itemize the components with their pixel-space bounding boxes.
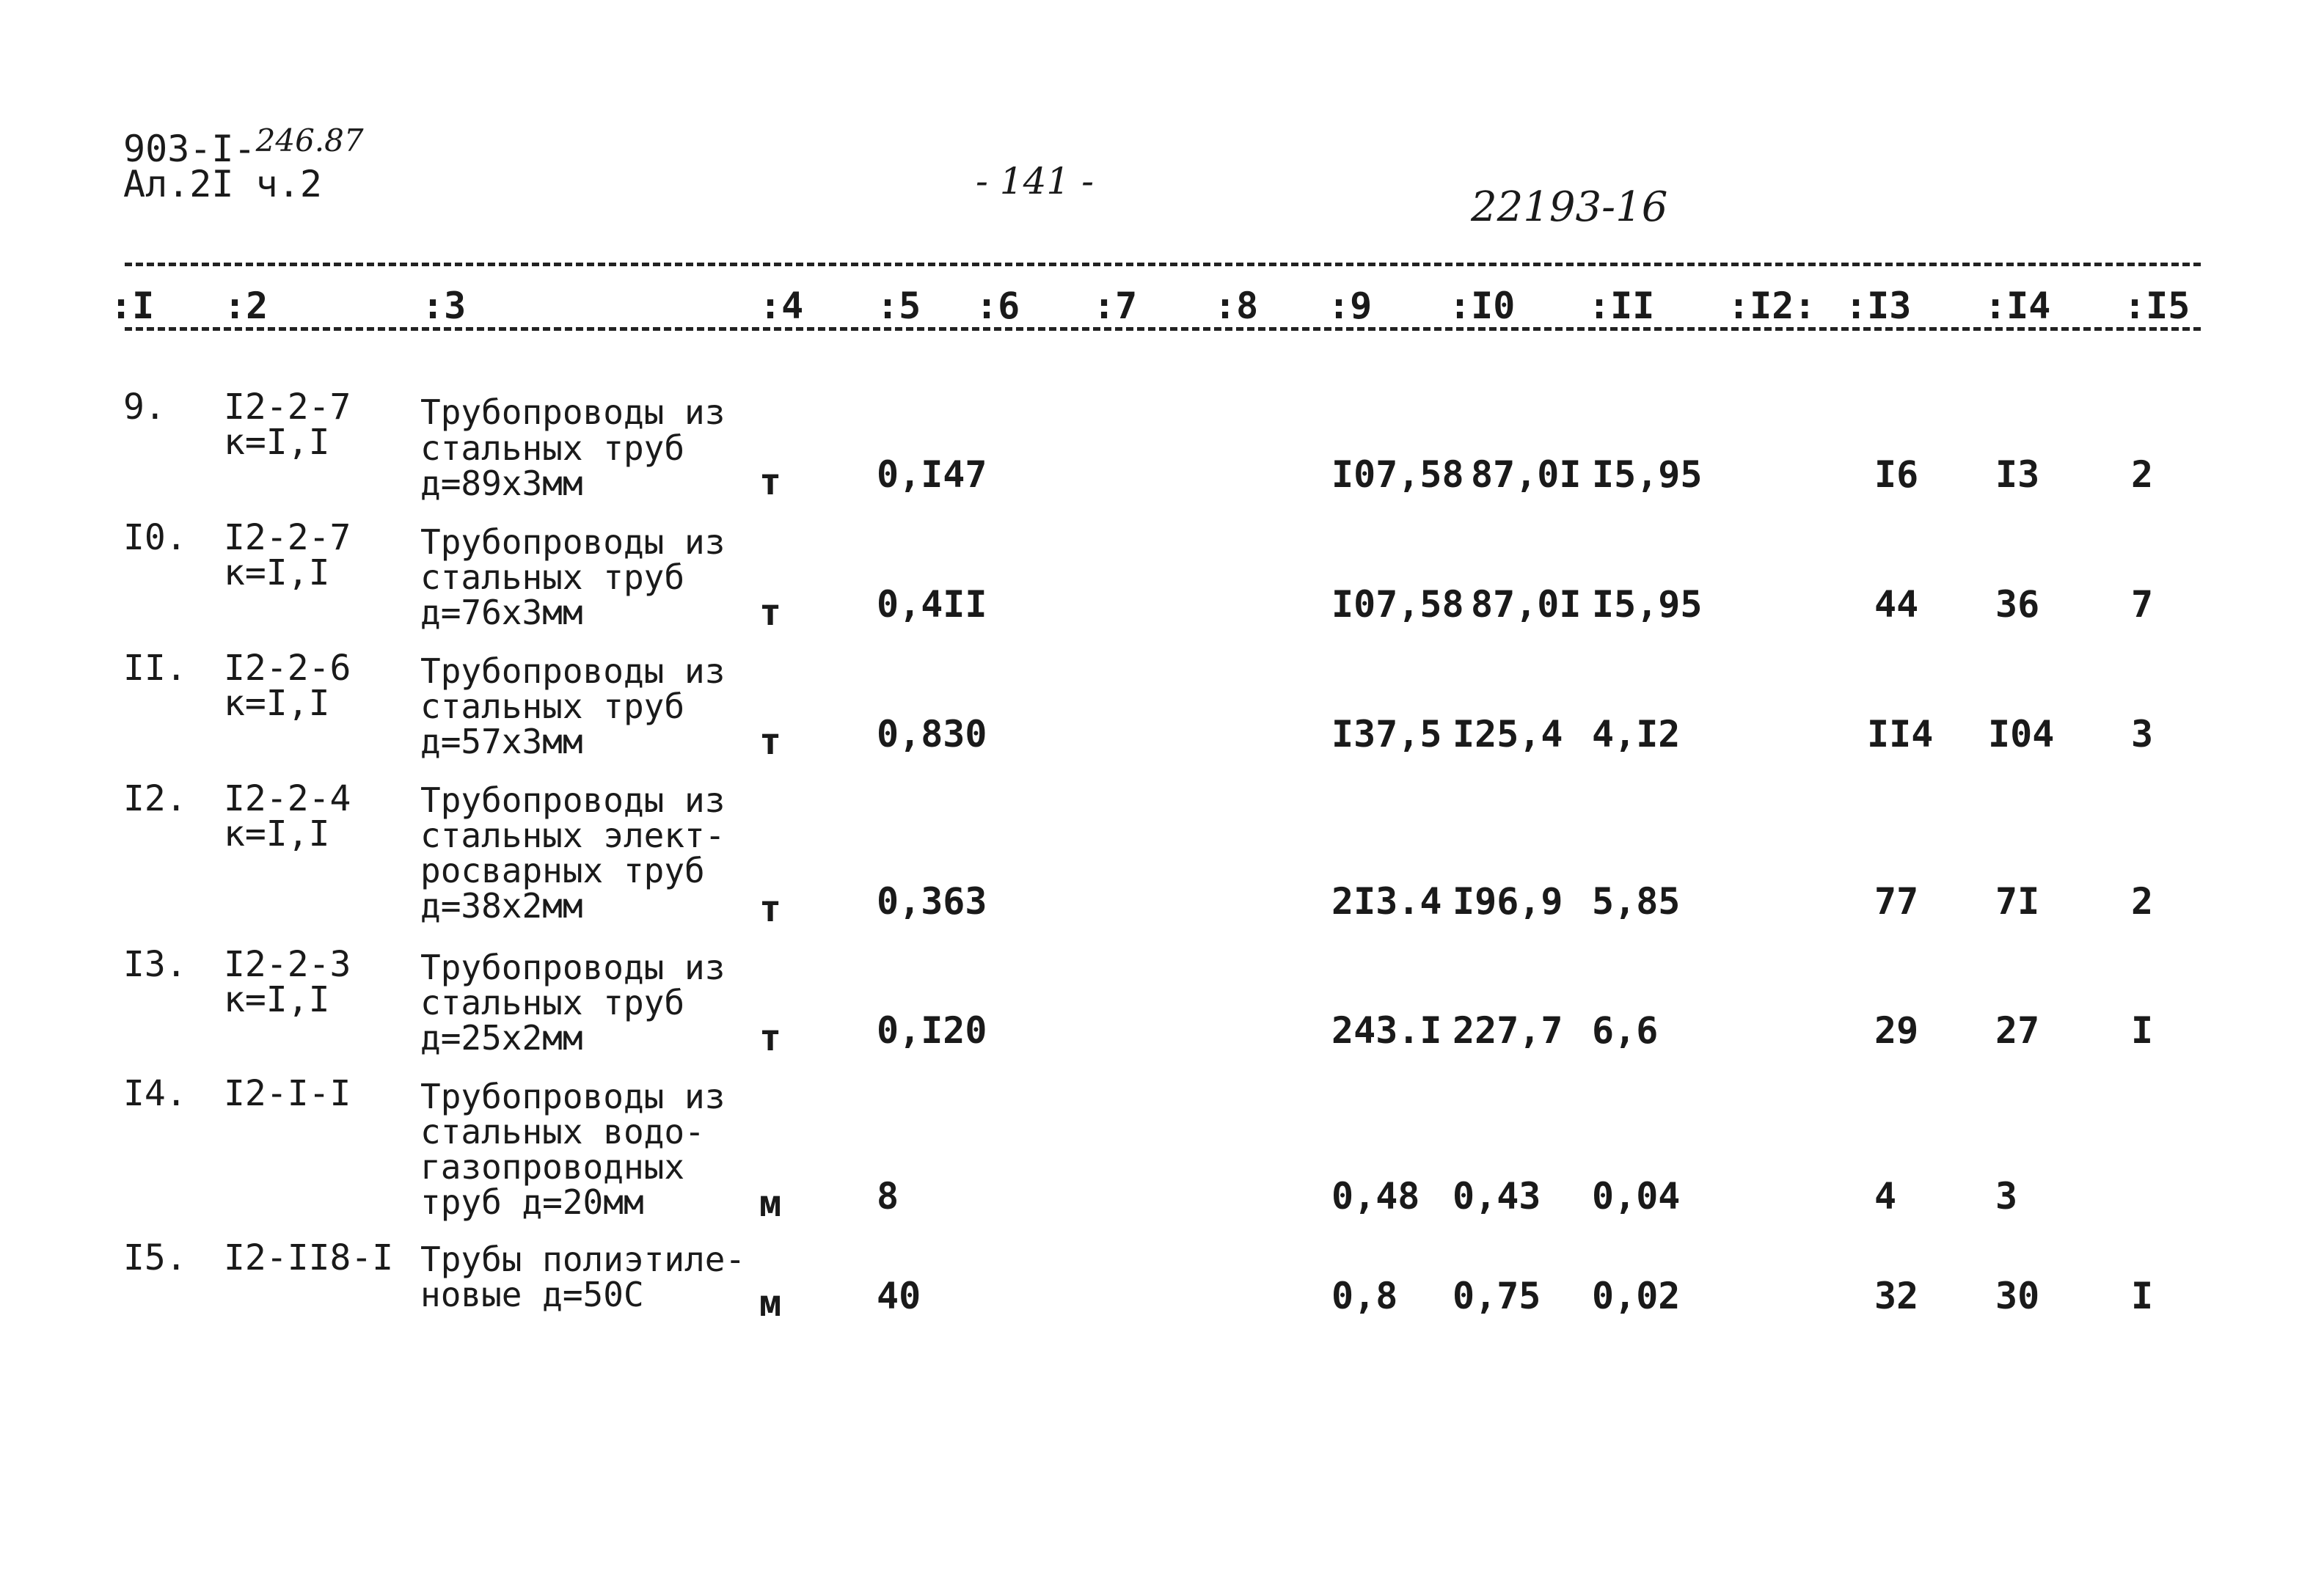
row-col15: 3	[2131, 713, 2154, 755]
col-header-3: :3	[422, 285, 467, 327]
row-col9: 243.I	[1331, 1009, 1442, 1052]
row-desc-line: стальных труб	[420, 557, 685, 597]
row-unit: т	[759, 887, 782, 930]
row-col10: I96,9	[1452, 880, 1563, 923]
row-number: II.	[123, 648, 187, 689]
row-desc-line: д=25х2мм	[420, 1018, 583, 1058]
row-desc-line: стальных элект-	[420, 816, 726, 855]
row-unit: м	[759, 1182, 782, 1225]
row-desc-line: стальных водо-	[420, 1112, 705, 1152]
row-col5: 0,4II	[877, 583, 987, 626]
row-number: I5.	[123, 1237, 187, 1278]
album-label: Ал.2I ч.2	[123, 163, 322, 205]
table-header-rule	[125, 327, 2201, 331]
row-col14: 30	[1995, 1275, 2040, 1317]
row-desc-line: Трубопроводы из	[420, 948, 726, 987]
row-desc-line: стальных труб	[420, 428, 685, 468]
row-col9: I07,58	[1331, 453, 1464, 496]
col-header-4: :4	[759, 285, 804, 327]
row-col5: 0,I47	[877, 453, 987, 496]
row-desc-line: Трубопроводы из	[420, 1077, 726, 1116]
row-col9: 2I3.4	[1331, 880, 1442, 923]
row-col15: 2	[2131, 453, 2154, 496]
row-col9: I07,58	[1331, 583, 1464, 626]
row-col9: I37,5	[1331, 713, 1442, 755]
row-col10: 0,43	[1452, 1175, 1541, 1218]
col-header-13: :I3	[1845, 285, 1912, 327]
row-number: I0.	[123, 517, 187, 558]
row-col14: 3	[1995, 1175, 2018, 1218]
row-code: I2-2-7	[224, 387, 351, 428]
row-unit: т	[759, 591, 782, 634]
col-header-15: :I5	[2124, 285, 2190, 327]
document-code-prefix: 903-I-	[123, 128, 256, 170]
row-unit: т	[759, 461, 782, 503]
row-desc-line: стальных труб	[420, 687, 685, 726]
row-col11: 0,04	[1592, 1175, 1681, 1218]
row-col13: 29	[1874, 1009, 1919, 1052]
row-col13: 4	[1874, 1175, 1897, 1218]
row-desc-line: д=76х3мм	[420, 593, 583, 632]
row-unit: м	[759, 1282, 782, 1325]
page-number: - 141 -	[976, 160, 1095, 202]
row-desc-line: Трубопроводы из	[420, 651, 726, 691]
col-header-1: :I	[110, 285, 155, 327]
row-col15: I	[2131, 1275, 2154, 1317]
row-desc-line: Трубопроводы из	[420, 780, 726, 820]
row-desc-line: стальных труб	[420, 983, 685, 1022]
row-col11: 0,02	[1592, 1275, 1681, 1317]
row-col13: 44	[1874, 583, 1919, 626]
table-top-rule	[125, 263, 2201, 266]
row-col9: 0,48	[1331, 1175, 1420, 1218]
row-code: I2-2-4	[224, 778, 351, 819]
row-col11: 5,85	[1592, 880, 1681, 923]
row-col14: 7I	[1995, 880, 2040, 923]
row-number: I2.	[123, 778, 187, 819]
col-header-14: :I4	[1984, 285, 2051, 327]
row-desc-line: Трубы полиэтиле-	[420, 1240, 746, 1279]
row-col9: 0,8	[1331, 1275, 1398, 1317]
row-code: I2-II8-I	[224, 1237, 394, 1278]
row-coefficient: к=I,I	[224, 683, 330, 724]
row-code: I2-I-I	[224, 1073, 351, 1114]
row-col13: 77	[1874, 880, 1919, 923]
row-col10: 87,0I	[1471, 583, 1582, 626]
row-col5: 0,363	[877, 880, 987, 923]
row-number: I3.	[123, 944, 187, 985]
row-desc-line: росварных труб	[420, 851, 705, 890]
col-header-5: :5	[877, 285, 921, 327]
col-header-10: :I0	[1449, 285, 1516, 327]
row-number: I4.	[123, 1073, 187, 1114]
row-col10: 0,75	[1452, 1275, 1541, 1317]
document-number: 22193-16	[1471, 183, 1668, 231]
row-col11: 4,I2	[1592, 713, 1681, 755]
row-desc-line: Трубопроводы из	[420, 522, 726, 562]
row-unit: т	[759, 720, 782, 763]
row-desc-line: д=57х3мм	[420, 722, 583, 761]
col-header-9: :9	[1328, 285, 1373, 327]
row-desc-line: новые д=50С	[420, 1275, 644, 1314]
col-header-2: :2	[224, 285, 268, 327]
row-code: I2-2-3	[224, 944, 351, 985]
row-coefficient: к=I,I	[224, 813, 330, 854]
row-col11: I5,95	[1592, 453, 1703, 496]
row-col15: 7	[2131, 583, 2154, 626]
row-col5: 8	[877, 1175, 899, 1218]
row-col13: I6	[1874, 453, 1919, 496]
row-unit: т	[759, 1017, 782, 1059]
col-header-6: :6	[976, 285, 1020, 327]
row-col15: I	[2131, 1009, 2154, 1052]
row-code: I2-2-6	[224, 648, 351, 689]
col-header-12: :I2:	[1728, 285, 1816, 327]
document-code-handwritten: 246.87	[255, 122, 364, 158]
row-col5: 0,I20	[877, 1009, 987, 1052]
row-desc-line: д=38х2мм	[420, 886, 583, 926]
row-coefficient: к=I,I	[224, 979, 330, 1020]
row-coefficient: к=I,I	[224, 422, 330, 463]
row-coefficient: к=I,I	[224, 552, 330, 593]
row-col10: 227,7	[1452, 1009, 1563, 1052]
col-header-8: :8	[1214, 285, 1259, 327]
row-col13: II4	[1867, 713, 1934, 755]
row-number: 9.	[123, 387, 166, 428]
row-col5: 40	[877, 1275, 921, 1317]
row-col5: 0,830	[877, 713, 987, 755]
row-desc-line: Трубопроводы из	[420, 392, 726, 432]
row-col15: 2	[2131, 880, 2154, 923]
col-header-11: :II	[1588, 285, 1655, 327]
row-desc-line: труб д=20мм	[420, 1182, 644, 1222]
row-col13: 32	[1874, 1275, 1919, 1317]
row-col14: I04	[1988, 713, 2055, 755]
row-col14: 27	[1995, 1009, 2040, 1052]
row-col10: 87,0I	[1471, 453, 1582, 496]
row-col11: I5,95	[1592, 583, 1703, 626]
col-header-7: :7	[1093, 285, 1138, 327]
row-code: I2-2-7	[224, 517, 351, 558]
row-col14: I3	[1995, 453, 2040, 496]
row-desc-line: д=89х3мм	[420, 464, 583, 503]
row-col11: 6,6	[1592, 1009, 1659, 1052]
row-col14: 36	[1995, 583, 2040, 626]
row-col10: I25,4	[1452, 713, 1563, 755]
row-desc-line: газопроводных	[420, 1147, 685, 1187]
